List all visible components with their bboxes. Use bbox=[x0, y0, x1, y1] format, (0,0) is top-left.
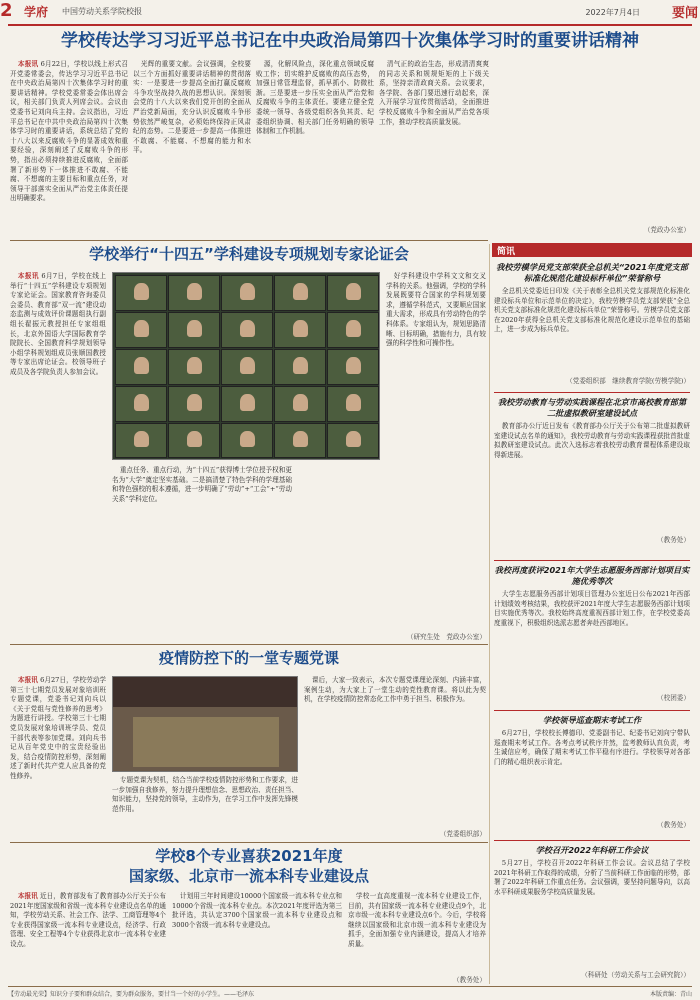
paper-name: 学府 bbox=[24, 5, 49, 19]
brief-item bbox=[494, 262, 690, 385]
article3-byline: 本报讯 bbox=[17, 676, 38, 684]
brief-body-text: 大学生志愿服务西部计划项目管理办公室近日公布2021年西部计划绩效考核结果，我校获评2021年度大学生志愿服务西部计划项目实施优秀等次。我校始终高度重视西部计划工作，在学校党委高度重视下，积极组织选派志愿者奔赴西部地区。 bbox=[494, 590, 690, 627]
article3-col1 bbox=[10, 676, 106, 836]
article1-col5 bbox=[494, 60, 690, 235]
divider bbox=[10, 644, 488, 645]
article1-col3-text: 源，化解风险点，深化重点领域反腐败工作；切实维护反腐败的高压态势，加强日常管理监督，抓早抓小、防微杜渐。三是要进一步压实全面从严治党和反腐败斗争的主体责任。要建立健全党委统一领导、各级党组织各负其责、纪委组织协调、相关部门任务明确的领导体制和工作机制。 bbox=[256, 60, 374, 136]
brief-item bbox=[494, 840, 690, 979]
article4-col2-text: 计划用三年时间建设10000个国家级一流本科专业点和10000个省级一流本科专业点。本次2021年度评选为第三批评选，共认定3700个国家级一流本科专业建设点和3000个省级一流本科专业建设点。 bbox=[172, 892, 342, 929]
brief-body bbox=[494, 590, 690, 690]
article2-col1-text: 6月7日，学校在线上举行“十四五”学科建设专项规划专家论证会。国家教育咨询委员会委员、教育部“双一流”建设动态监测与成效评价课题组执行副组长翟振元教授担任专家组组长，北京外国语大学国际教育学院院长、全国教育科学规划领导小组学科规划组成员张顺国教授等专家出席论证会。校领导班子成员及各学院负责人参加会议。 bbox=[10, 272, 106, 376]
article2-credit: （研究生处 党政办公室） bbox=[406, 633, 486, 641]
article4-credit: （教务处） bbox=[453, 976, 486, 984]
section-title: 要闻 bbox=[671, 6, 698, 21]
footer-editor: 本版责编：青山 bbox=[649, 991, 692, 998]
article4-col3-text: 学校一直高度重视一流本科专业建设工作，目前，共有国家级一流本科专业建设点9个，北京市级一流本科专业建设点6个。今后，学校将继续以国家级和北京市级一流本科专业建设为抓手，全面加强专业内涵建设，提高人才培养质量。 bbox=[348, 892, 486, 948]
brief-body-text: 教育部办公厅近日发布《教育部办公厅关于公布第二批虚拟教研室建设试点名单的通知》，我校劳动教育与劳动实践课程获批首批虚拟教研室建设试点。此次入选标志着我校劳动教育课程体系建设取得新进展。 bbox=[494, 422, 690, 459]
page-number: 2 bbox=[0, 0, 13, 21]
brief-credit: （党委组织部 继续教育学院(劳模学院)） bbox=[566, 377, 690, 385]
article2-headline: 学校举行“十四五”学科建设专项规划专家论证会 bbox=[89, 245, 409, 263]
article3-col2 bbox=[112, 776, 298, 836]
brief-title: 我校再度获评2021年大学生志愿服务西部计划项目实施优秀等次 bbox=[494, 565, 690, 586]
brief-body bbox=[494, 729, 690, 817]
article1-col1-text: 6月22日，学校以线上形式召开党委常委会，传达学习习近平总书记在中央政治局第四十次集体学习时的重要讲话精神。学校党委常委会体出席会议，相关部门负责人列席会议。会议由党委书记刘向兵主持。会议指出，习近平总书记在中共中央政治局第四十次集体学习时的重要讲话，系统总结了党的十八大以来反腐败斗争的显著成效和重要经验，深刻阐述了反腐败斗争的形势，指出必须持续推进反腐败，全面部署了新形势下一体推进不敢腐、不能腐、不想腐的主要目标和重点任务，对领导干部落实全面从严治党主体责任提出明确要求。 bbox=[10, 60, 128, 203]
brief-item bbox=[494, 392, 690, 544]
brief-item bbox=[494, 710, 690, 829]
article2-col3-text: 好学科建设中学科文文和交叉学科的关系。他强调，学校的学科发展既要符合国家的学科规划要求，遵循学科范式，又要顺应国家重大需求，形成具有劳动特色的学科体系。专家组认为，规划思路清晰、目标明确，措施有力，具有较强的科学性和可操作性。 bbox=[386, 272, 486, 348]
brief-title: 学校召开2022年科研工作会议 bbox=[535, 845, 649, 855]
divider bbox=[10, 240, 488, 241]
article3-credit: （党委组织部） bbox=[439, 830, 486, 838]
article1-col2 bbox=[133, 60, 251, 235]
brief-item bbox=[494, 560, 690, 702]
briefs-label: 简讯 bbox=[497, 247, 516, 257]
article1-col3 bbox=[256, 60, 374, 235]
lecture-photo bbox=[112, 676, 298, 772]
article2-col3 bbox=[386, 272, 486, 460]
article3-col3-text: 课后，大家一致表示，本次专题党课理论深刻、内涵丰富，案例生动，为大家上了一堂生动的党性教育课。将以此为契机，在学校疫情防控常态化工作中勇于担当、积极作为。 bbox=[304, 676, 486, 704]
brief-credit: （教务处） bbox=[657, 821, 690, 829]
article3-col3 bbox=[304, 676, 486, 824]
article4-col2 bbox=[172, 892, 342, 982]
article4-byline: 本报讯 bbox=[17, 892, 38, 900]
brief-title: 学校领导巡查期末考试工作 bbox=[542, 715, 642, 725]
brief-title: 我校劳模学员党支部荣获全总机关“2021年度党支部标准化规范化建设标杆单位”荣誉称号 bbox=[496, 262, 688, 283]
brief-body-text: 6月27日，学校校长傅德印、党委副书记、纪委书记刘向宁带队巡查期末考试工作。各考点考试秩序井然，监考教师认真负责，考生诚信应考，确保了期末考试工作平稳有序进行。学校领导对各部门的精心组织表示肯定。 bbox=[494, 729, 690, 766]
article3-headline: 疫情防控下的一堂专题党课 bbox=[158, 649, 339, 667]
brief-body-text: 5月27日，学校召开2022年科研工作会议。会议总结了学校2021年科研工作取得的成绩，分析了当前科研工作面临的形势，部署了2022年科研工作重点任务。会议强调，要坚持问题导向，以高水平科研成果服务学校高质量发展。 bbox=[494, 859, 690, 896]
issue-date: 2022年7月4日 bbox=[585, 8, 640, 17]
article1-col1 bbox=[10, 60, 128, 260]
video-conference-photo bbox=[112, 272, 380, 460]
brief-title: 我校劳动教育与劳动实践课程在北京市高校教育部第二批虚拟教研室建设试点 bbox=[497, 397, 687, 418]
article4-col1 bbox=[10, 892, 166, 982]
footer-motto: 【劳动最光荣】知识分子要和群众结合，要为群众服务，要甘当一个好的小学生。——毛泽东 bbox=[8, 991, 255, 998]
brief-body bbox=[494, 859, 690, 967]
article1-col4 bbox=[379, 60, 489, 235]
article4-headline-line1: 学校8个专业喜获2021年度 bbox=[155, 847, 343, 865]
article1-col4-text: 清气正的政治生态，形成清清爽爽的同志关系和规规矩矩的上下级关系，坚持亲清政商关系。会议要求，各学院、各部门要迅速行动起来，深入开展学习宣传贯彻活动，全面推进学校反腐败斗争和全面从严治党各项工作，推动学校高质量发展。 bbox=[379, 60, 489, 126]
article2-col2 bbox=[112, 466, 292, 640]
brief-body bbox=[494, 287, 690, 373]
article2-col1 bbox=[10, 272, 106, 640]
article4-col1-text: 近日，教育部发布了教育部办公厅关于公布2021年度国家级和省级一流本科专业建设点名单的通知，学校劳动关系、社会工作、法学、工商管理等4个专业获得国家级一流本科专业建设点，经济学、行政管理、安全工程等4个专业获得北京市一流本科专业建设点。 bbox=[10, 892, 166, 948]
brief-body bbox=[494, 422, 690, 532]
brief-credit: （科研处（劳动关系与工会研究院）） bbox=[581, 971, 690, 979]
column-divider bbox=[489, 244, 490, 984]
article4-col3 bbox=[348, 892, 486, 972]
article1-col2-text: 光辉的重要文献。会议强调，全校要以三个方面抓好重要讲话精神的贯彻落实：一是要进一步提高全面打赢反腐败斗争攻坚战持久战的思想认识。深刻领会党的十八大以来我们党开创的全面从严治党新局面，充分认识反腐败斗争形势依然严峻复杂，必须始终保持正风肃纪的态势。二是要进一步提高一体推进不敢腐、不能腐、不想腐的能力和水平。 bbox=[133, 60, 251, 155]
article1-credit: （党政办公室） bbox=[643, 226, 690, 234]
article4-headline-line2: 国家级、北京市一流本科专业建设点 bbox=[128, 867, 369, 885]
briefs-banner bbox=[492, 243, 692, 257]
brief-credit: （校团委） bbox=[657, 694, 690, 702]
article3-col1-text: 6月27日，学校劳动学第三十七期党员发展对象培训班专题党课，党委书记刘向兵以《关于党组与党性修养的思考》为题进行讲授。学校第三十七期党员发展对象培训班学员、党员干部代表等参加党课。刘向兵书记从百年党史中的宝贵经验出发，结合疫情防控形势，深刻阐述了新时代共产党人应具备的党性修养。 bbox=[10, 676, 106, 780]
article1-byline: 本报讯 bbox=[17, 60, 39, 68]
article1-headline: 学校传达学习习近平总书记在中央政治局第四十次集体学习时的重要讲话精神 bbox=[61, 31, 639, 51]
article2-byline: 本报讯 bbox=[17, 272, 39, 280]
article2-col4 bbox=[298, 466, 486, 626]
brief-body-text: 全总机关党委近日印发《关于表彰全总机关党支部规范化标准化建设标兵单位和示范单位的决定》，我校劳模学员党支部荣获“全总机关党支部标准化规范化建设标兵单位”荣誉称号。劳模学员党支部在2020年获得全总机关党支部标准化规范化建设示范单位的基础上，进一步成为标兵单位。 bbox=[494, 287, 690, 334]
paper-subtitle: 中国劳动关系学院校报 bbox=[62, 7, 142, 16]
brief-credit: （教务处） bbox=[657, 536, 690, 544]
divider bbox=[10, 842, 488, 843]
article3-col2-text: 专题党课为契机，结合当前学校疫情防控形势和工作要求，进一步加强自我修养，努力提升理想信念、思想政治、责任担当、知识能力，坚持党的领导，主动作为，在学习工作中发挥先锋模范作用。 bbox=[112, 776, 298, 813]
article2-col2-text: 重点任务、重点行动，为“十四五”获得博士学位授予权和更名为“大学”奠定坚实基础。二是搞清楚了特色学科的学理基础和特色强校的根本遵循，进一步明确了“劳动”+“工会”+“劳动关系”学科定位。 bbox=[112, 466, 292, 503]
